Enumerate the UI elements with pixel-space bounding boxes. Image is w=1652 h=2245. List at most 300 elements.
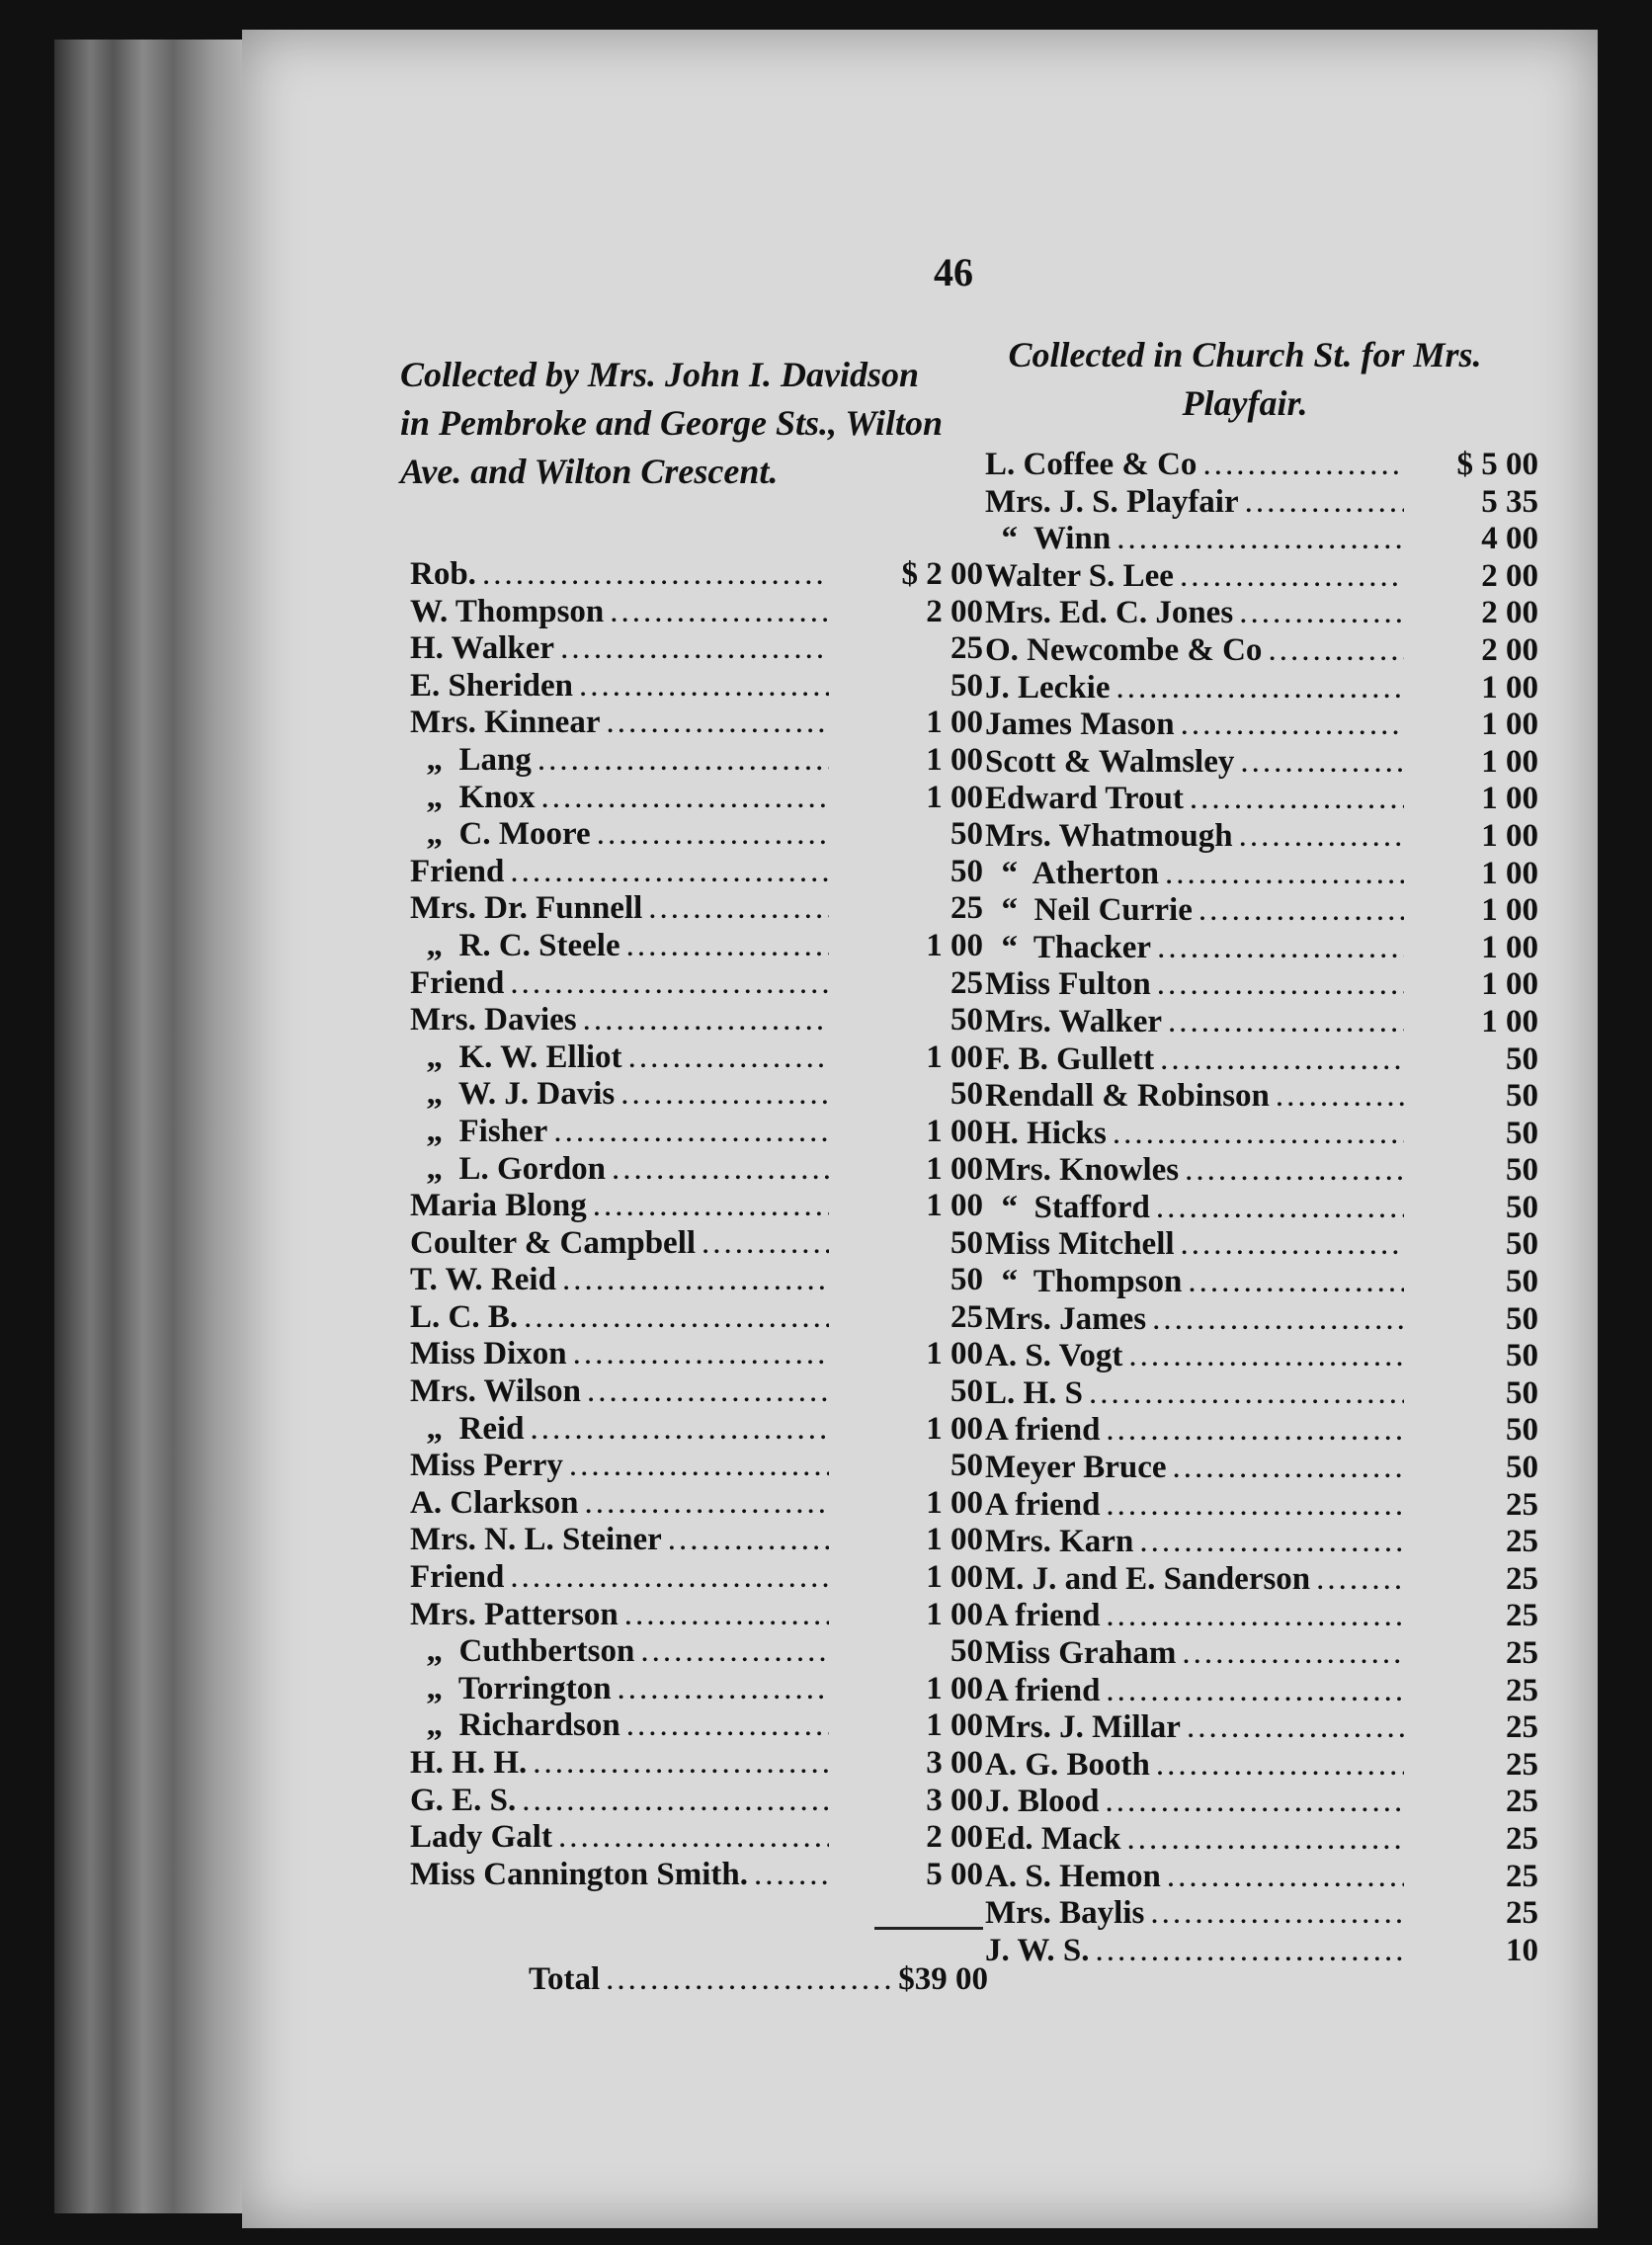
book-page-edges xyxy=(54,40,252,2213)
contribution-amount: 50 xyxy=(1506,1040,1538,1077)
contributor-name: „ Lang xyxy=(410,741,532,778)
contribution-amount: 25 xyxy=(950,890,983,927)
contribution-row xyxy=(985,1487,1538,1525)
dot-leader xyxy=(579,668,829,705)
contribution-row xyxy=(410,1707,983,1745)
dot-leader xyxy=(1150,1895,1404,1932)
dot-leader xyxy=(648,890,829,927)
dot-leader xyxy=(1113,1116,1404,1152)
contributor-name: Walter S. Lee xyxy=(985,557,1174,594)
contribution-row xyxy=(410,1225,983,1263)
contribution-row xyxy=(410,1151,983,1189)
contribution-amount: $ 2 00 xyxy=(901,556,983,592)
contributor-name: Mrs. Patterson xyxy=(410,1596,619,1632)
contributor-name: Scott & Walmsley xyxy=(985,743,1235,780)
contributor-name: Mrs. J. S. Playfair xyxy=(985,483,1239,520)
total-label: Total xyxy=(529,1961,601,1997)
contribution-amount: 1 00 xyxy=(926,1188,983,1224)
contribution-row xyxy=(985,1895,1538,1933)
dot-leader xyxy=(1089,1375,1404,1412)
contribution-amount: 1 00 xyxy=(1481,855,1538,891)
contribution-row xyxy=(985,1412,1538,1450)
dot-leader xyxy=(1160,1041,1404,1078)
contribution-amount: 5 00 xyxy=(926,1856,983,1892)
contribution-amount: 1 00 xyxy=(926,1484,983,1521)
contribution-row xyxy=(985,1226,1538,1264)
dot-leader xyxy=(1157,966,1404,1003)
contributor-name: Mrs. J. Millar xyxy=(985,1709,1181,1746)
contribution-row xyxy=(410,1114,983,1151)
contribution-amount: 25 xyxy=(1506,1709,1538,1746)
dot-leader xyxy=(1106,1673,1404,1709)
contribution-row xyxy=(410,1448,983,1485)
dot-leader xyxy=(606,705,829,741)
contribution-row xyxy=(985,1190,1538,1227)
contributor-name: Lady Galt xyxy=(410,1819,552,1856)
contribution-row xyxy=(410,1633,983,1671)
dot-leader xyxy=(1202,447,1404,483)
contribution-amount: 3 00 xyxy=(926,1782,983,1818)
dot-leader xyxy=(541,780,829,816)
contributor-name: A. Clarkson xyxy=(410,1484,579,1521)
contributor-name: Friend xyxy=(410,853,505,889)
dot-leader xyxy=(624,1597,829,1633)
dot-leader xyxy=(1239,595,1404,631)
contribution-amount: 25 xyxy=(1506,1746,1538,1783)
contribution-row xyxy=(985,670,1538,707)
contribution-amount: 2 00 xyxy=(1481,557,1538,594)
dot-leader xyxy=(1116,521,1404,557)
dot-leader xyxy=(1181,707,1404,743)
contribution-row xyxy=(410,1188,983,1225)
contribution-row xyxy=(985,484,1538,522)
contribution-amount: 1 00 xyxy=(1481,892,1538,929)
contributor-name: J. Leckie xyxy=(985,669,1111,706)
contribution-row xyxy=(985,1524,1538,1561)
contribution-amount: 25 xyxy=(1506,1672,1538,1708)
contribution-amount: 1 00 xyxy=(1481,743,1538,780)
contribution-row xyxy=(410,594,983,631)
contributor-name: Ed. Mack xyxy=(985,1820,1121,1857)
contribution-amount: 50 xyxy=(1506,1300,1538,1337)
contribution-row xyxy=(985,447,1538,484)
contribution-row xyxy=(410,1485,983,1523)
contributor-name: A. S. Hemon xyxy=(985,1858,1161,1894)
contribution-amount: 25 xyxy=(1506,1635,1538,1671)
contribution-row xyxy=(985,1301,1538,1339)
contribution-row xyxy=(985,1709,1538,1747)
dot-leader xyxy=(562,1262,829,1298)
dot-leader xyxy=(569,1448,829,1484)
contribution-amount: 25 xyxy=(1506,1560,1538,1597)
contributor-name: Meyer Bruce xyxy=(985,1450,1167,1486)
contribution-amount: 1 00 xyxy=(926,927,983,963)
contribution-amount: 1 00 xyxy=(1481,966,1538,1003)
dot-leader xyxy=(1165,856,1404,892)
contribution-row xyxy=(985,818,1538,856)
contribution-row xyxy=(410,1039,983,1077)
contribution-amount: 50 xyxy=(950,853,983,889)
contribution-amount: 25 xyxy=(950,1298,983,1335)
contributor-name: Mrs. Dr. Funnell xyxy=(410,890,643,927)
contributor-name: „ K. W. Elliot xyxy=(410,1039,622,1075)
left-contribution-list xyxy=(410,556,983,1893)
contributor-name: Mrs. Kinnear xyxy=(410,705,601,741)
dot-leader xyxy=(1167,1859,1404,1895)
contributor-name: T. W. Reid xyxy=(410,1262,556,1298)
contribution-amount: 2 00 xyxy=(926,593,983,629)
contributor-name: H. Hicks xyxy=(985,1115,1107,1151)
dot-leader xyxy=(1139,1524,1404,1560)
contribution-row xyxy=(410,1411,983,1449)
contribution-amount: 1 00 xyxy=(1481,781,1538,817)
contribution-row xyxy=(985,1635,1538,1673)
dot-leader xyxy=(620,1076,829,1113)
dot-leader xyxy=(1168,1004,1404,1040)
contribution-row xyxy=(410,1597,983,1634)
contributor-name: “ Thompson xyxy=(985,1264,1183,1300)
contribution-amount: 1 00 xyxy=(926,1336,983,1372)
contribution-row xyxy=(985,1116,1538,1153)
contribution-amount: 1 00 xyxy=(926,1596,983,1632)
contributor-name: A friend xyxy=(985,1672,1101,1708)
dot-leader xyxy=(1268,632,1404,669)
contribution-amount: 25 xyxy=(1506,1895,1538,1932)
contribution-row xyxy=(410,890,983,928)
contribution-amount: 50 xyxy=(1506,1264,1538,1300)
contributor-name: J. Blood xyxy=(985,1784,1100,1820)
contribution-row xyxy=(410,1522,983,1559)
contributor-name: H. Walker xyxy=(410,630,555,667)
dot-leader xyxy=(585,1485,829,1522)
contribution-row xyxy=(985,781,1538,818)
contribution-row xyxy=(410,1819,983,1857)
contribution-row xyxy=(410,928,983,965)
contribution-row xyxy=(985,1338,1538,1375)
dot-leader xyxy=(1106,1598,1404,1634)
dot-leader xyxy=(1188,1264,1404,1300)
contributor-name: Mrs. Ed. C. Jones xyxy=(985,595,1234,631)
contribution-row xyxy=(985,707,1538,744)
dot-leader xyxy=(754,1857,829,1893)
dot-leader xyxy=(1156,1747,1404,1784)
contributor-name: „ Reid xyxy=(410,1410,525,1447)
dot-leader xyxy=(593,1188,829,1224)
contribution-row xyxy=(410,1076,983,1114)
contributor-name: H. H. H. xyxy=(410,1745,528,1781)
contributor-name: Mrs. Whatmough xyxy=(985,817,1233,854)
contribution-row xyxy=(410,668,983,706)
dot-leader xyxy=(522,1783,829,1819)
contribution-amount: 5 35 xyxy=(1481,483,1538,520)
contributor-name: Miss Fulton xyxy=(985,966,1151,1003)
contribution-amount: 1 00 xyxy=(926,1150,983,1187)
contribution-row xyxy=(410,630,983,668)
contributor-name: Maria Blong xyxy=(410,1188,587,1224)
contribution-amount: 50 xyxy=(1506,1374,1538,1411)
contributor-name: „ W. J. Davis xyxy=(410,1076,616,1113)
dot-leader xyxy=(1095,1933,1404,1969)
contribution-amount: 50 xyxy=(950,1262,983,1298)
dot-leader xyxy=(597,816,829,853)
contribution-row xyxy=(985,1450,1538,1487)
contribution-row xyxy=(410,1745,983,1783)
total-row xyxy=(529,1961,988,1999)
contributor-name: James Mason xyxy=(985,707,1175,743)
contribution-amount: 1 00 xyxy=(926,1559,983,1596)
contributor-name: „ C. Moore xyxy=(410,816,591,853)
dot-leader xyxy=(612,1151,829,1188)
contribution-amount: 1 00 xyxy=(926,741,983,778)
contributor-name: A friend xyxy=(985,1412,1101,1449)
contribution-amount: 25 xyxy=(950,630,983,667)
contributor-name: F. B. Gullett xyxy=(985,1040,1155,1077)
contributor-name: E. Sheriden xyxy=(410,667,574,704)
contributor-name: G. E. S. xyxy=(410,1782,517,1818)
dot-leader xyxy=(1128,1338,1404,1374)
contribution-amount: 50 xyxy=(950,1448,983,1484)
contributor-name: M. J. and E. Sanderson xyxy=(985,1560,1311,1597)
dot-leader xyxy=(1316,1561,1404,1598)
dot-leader xyxy=(583,1002,829,1039)
contributor-name: „ R. C. Steele xyxy=(410,927,620,963)
contribution-amount: 25 xyxy=(1506,1598,1538,1634)
contribution-row xyxy=(985,1933,1538,1970)
contribution-row xyxy=(410,1336,983,1373)
contribution-row xyxy=(985,1264,1538,1301)
contribution-amount: 1 00 xyxy=(1481,707,1538,743)
page-number: 46 xyxy=(934,250,973,294)
contribution-row xyxy=(410,1671,983,1708)
contributor-name: Miss Graham xyxy=(985,1635,1177,1671)
dot-leader xyxy=(1106,1784,1404,1820)
dot-leader xyxy=(1181,1226,1404,1263)
dot-leader xyxy=(1106,1487,1404,1524)
contributor-name: „ Torrington xyxy=(410,1670,612,1706)
contribution-row xyxy=(410,742,983,780)
contribution-amount: 2 00 xyxy=(926,1819,983,1856)
contribution-row xyxy=(985,966,1538,1004)
contributor-name: “ Stafford xyxy=(985,1189,1150,1225)
dot-leader xyxy=(1115,670,1404,707)
dot-leader xyxy=(1180,558,1404,595)
contributor-name: A friend xyxy=(985,1598,1101,1634)
contributor-name: Friend xyxy=(410,964,505,1001)
contribution-amount: 1 00 xyxy=(926,1113,983,1149)
dot-leader xyxy=(560,630,829,667)
contribution-amount: 25 xyxy=(1506,1486,1538,1523)
dot-leader xyxy=(1156,1190,1404,1226)
contributor-name: Miss Mitchell xyxy=(985,1226,1175,1263)
contribution-amount: 50 xyxy=(950,1002,983,1039)
contribution-amount: 25 xyxy=(1506,1524,1538,1560)
contribution-amount: 50 xyxy=(950,1076,983,1113)
contribution-amount: 25 xyxy=(1506,1858,1538,1894)
contribution-amount: 1 00 xyxy=(1481,929,1538,965)
contributor-name: „ Cuthbertson xyxy=(410,1633,635,1670)
right-contribution-list xyxy=(985,447,1538,1969)
dot-leader xyxy=(1276,1078,1404,1115)
dot-leader xyxy=(524,1299,829,1336)
contributor-name: Rendall & Robinson xyxy=(985,1078,1270,1115)
contribution-amount: 50 xyxy=(1506,1078,1538,1115)
contribution-amount: 1 00 xyxy=(926,1670,983,1706)
contribution-row xyxy=(410,1559,983,1597)
contribution-amount: 50 xyxy=(950,1633,983,1670)
dot-leader xyxy=(1152,1301,1404,1338)
contribution-row xyxy=(985,1041,1538,1079)
contribution-amount: 50 xyxy=(1506,1338,1538,1374)
contributor-name: Miss Cannington Smith. xyxy=(410,1856,749,1892)
contribution-amount: 1 00 xyxy=(926,1522,983,1558)
contribution-amount: 1 00 xyxy=(926,779,983,815)
contribution-row xyxy=(985,1673,1538,1710)
contribution-amount: 50 xyxy=(1506,1152,1538,1189)
contribution-amount: 50 xyxy=(950,1373,983,1410)
contribution-row xyxy=(410,1299,983,1337)
contributor-name: Edward Trout xyxy=(985,781,1184,817)
contributor-name: „ Richardson xyxy=(410,1707,620,1744)
total-amount: $39 00 xyxy=(898,1961,988,1997)
contributor-name: “ Thacker xyxy=(985,929,1152,965)
contributor-name: Miss Perry xyxy=(410,1448,563,1484)
contribution-row xyxy=(985,1078,1538,1116)
dot-leader xyxy=(1173,1450,1404,1486)
contribution-row xyxy=(985,1561,1538,1599)
contribution-amount: 2 00 xyxy=(1481,631,1538,668)
contributor-name: Mrs. Wilson xyxy=(410,1373,581,1410)
contribution-row xyxy=(985,1152,1538,1190)
dot-leader xyxy=(1240,744,1404,781)
contribution-amount: 25 xyxy=(950,964,983,1001)
contribution-amount: 1 00 xyxy=(926,1707,983,1744)
dot-leader xyxy=(531,1411,830,1448)
dot-leader xyxy=(587,1373,829,1410)
contributor-name: Mrs. Davies xyxy=(410,1002,577,1039)
contributor-name: Coulter & Campbell xyxy=(410,1224,697,1261)
dot-leader xyxy=(573,1336,829,1372)
contribution-amount: 50 xyxy=(1506,1226,1538,1263)
contribution-amount: 50 xyxy=(950,1224,983,1261)
contribution-row xyxy=(985,1859,1538,1896)
contribution-amount: 4 00 xyxy=(1481,521,1538,557)
contribution-amount: 50 xyxy=(1506,1189,1538,1225)
contributor-name: „ L. Gordon xyxy=(410,1150,607,1187)
dot-leader xyxy=(702,1225,829,1262)
contribution-row xyxy=(985,1821,1538,1859)
dot-leader xyxy=(482,556,829,593)
contribution-amount: 1 00 xyxy=(1481,817,1538,854)
contributor-name: A friend xyxy=(985,1486,1101,1523)
contribution-row xyxy=(410,1262,983,1299)
dot-leader xyxy=(533,1745,829,1782)
contribution-amount: 50 xyxy=(950,667,983,704)
contribution-amount: 50 xyxy=(1506,1450,1538,1486)
contribution-row xyxy=(985,1747,1538,1785)
contribution-row xyxy=(410,1002,983,1039)
dot-leader xyxy=(558,1819,829,1856)
contributor-name: “ Winn xyxy=(985,521,1112,557)
contributor-name: O. Newcombe & Co xyxy=(985,631,1263,668)
contributor-name: Mrs. Karn xyxy=(985,1524,1134,1560)
contribution-row xyxy=(410,965,983,1003)
contribution-row xyxy=(410,556,983,594)
contribution-amount: $ 5 00 xyxy=(1456,447,1538,482)
contributor-name: “ Neil Currie xyxy=(985,892,1193,929)
dot-leader xyxy=(1185,1152,1404,1189)
contribution-amount: 25 xyxy=(1506,1784,1538,1820)
contributor-name: L. C. B. xyxy=(410,1298,519,1335)
contribution-row xyxy=(410,780,983,817)
dot-leader xyxy=(510,1559,829,1596)
contribution-row xyxy=(410,1373,983,1411)
contributor-name: Mrs. Knowles xyxy=(985,1152,1180,1189)
contributor-name: Rob. xyxy=(410,556,476,592)
contributor-name: L. H. S xyxy=(985,1374,1084,1411)
contribution-row xyxy=(410,705,983,742)
right-column-heading: Collected in Church St. for Mrs. Playfair. xyxy=(1008,335,1482,423)
contributor-name: Friend xyxy=(410,1559,505,1596)
contribution-amount: 50 xyxy=(1506,1115,1538,1151)
contribution-amount: 50 xyxy=(1506,1412,1538,1449)
dot-leader xyxy=(1190,781,1404,817)
contribution-row xyxy=(985,1375,1538,1413)
contribution-row xyxy=(985,595,1538,632)
contribution-amount: 50 xyxy=(950,816,983,853)
contribution-row xyxy=(985,1784,1538,1821)
contribution-row xyxy=(985,632,1538,670)
contribution-amount: 1 00 xyxy=(926,1039,983,1075)
contribution-amount: 3 00 xyxy=(926,1745,983,1781)
dot-leader xyxy=(553,1114,829,1150)
contribution-row xyxy=(985,930,1538,967)
dot-leader xyxy=(1127,1821,1404,1858)
contribution-amount: 1 00 xyxy=(1481,669,1538,706)
contributor-name: „ Knox xyxy=(410,779,536,815)
contribution-amount: 2 00 xyxy=(1481,595,1538,631)
dot-leader xyxy=(1106,1412,1404,1449)
contribution-amount: 10 xyxy=(1506,1932,1538,1968)
contribution-amount: 1 00 xyxy=(926,1410,983,1447)
contributor-name: A. S. Vogt xyxy=(985,1338,1123,1374)
contribution-amount: 1 00 xyxy=(1481,1003,1538,1039)
dot-leader xyxy=(510,965,829,1002)
contributor-name: A. G. Booth xyxy=(985,1746,1150,1783)
contribution-row xyxy=(985,744,1538,782)
contribution-row xyxy=(410,1857,983,1894)
dot-leader xyxy=(640,1633,829,1670)
contributor-name: Mrs. N. L. Steiner xyxy=(410,1522,662,1558)
contributor-name: Miss Dixon xyxy=(410,1336,567,1372)
contribution-row xyxy=(410,854,983,891)
dot-leader xyxy=(606,1961,892,1998)
contributor-name: Mrs. James xyxy=(985,1300,1147,1337)
dot-leader xyxy=(1182,1635,1404,1672)
contributor-name: J. W. S. xyxy=(985,1932,1090,1968)
dot-leader xyxy=(1245,484,1404,521)
contribution-row xyxy=(985,558,1538,596)
contributor-name: Mrs. Baylis xyxy=(985,1895,1145,1932)
dot-leader xyxy=(1157,930,1404,966)
dot-leader xyxy=(1239,818,1404,855)
contribution-row xyxy=(985,892,1538,930)
contribution-row xyxy=(410,816,983,854)
dot-leader xyxy=(1198,892,1404,929)
contribution-row xyxy=(985,1598,1538,1635)
contribution-row xyxy=(410,1783,983,1820)
contribution-amount: 1 00 xyxy=(926,705,983,741)
dot-leader xyxy=(1187,1709,1404,1746)
